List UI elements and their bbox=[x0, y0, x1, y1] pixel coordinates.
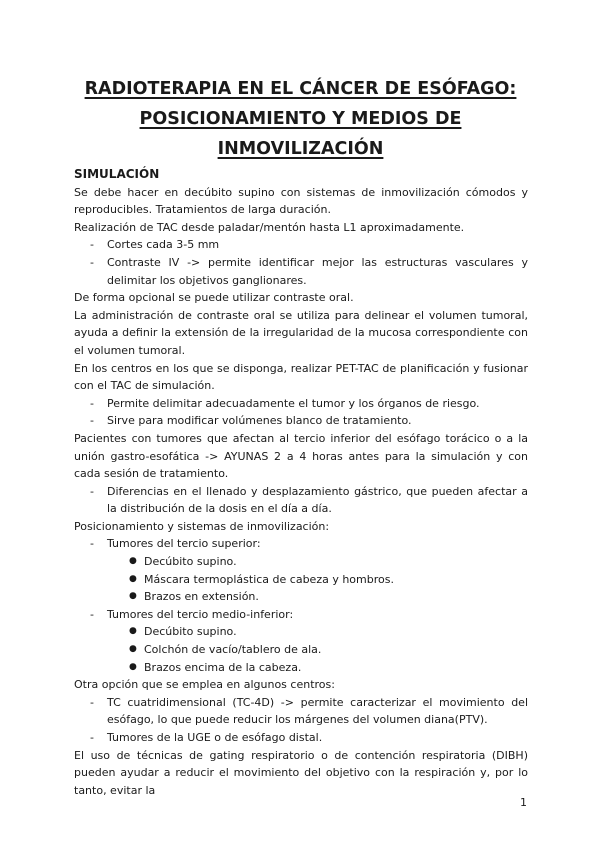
title-line: RADIOTERAPIA EN EL CÁNCER DE ESÓFAGO: bbox=[84, 79, 517, 99]
dash-list-item bbox=[74, 412, 528, 430]
list-item-text: Brazos en extensión. bbox=[144, 590, 259, 604]
list-item-text: Diferencias en el llenado y desplazamiento gástrico, que pueden afectar a la distribución de la dosis en el día a día. bbox=[107, 484, 528, 516]
paragraph: Posicionamiento y sistemas de inmovilización: bbox=[74, 519, 330, 533]
section-heading: SIMULACIÓN bbox=[74, 167, 160, 181]
dash-marker: - bbox=[90, 695, 94, 709]
dash-marker: - bbox=[90, 731, 94, 744]
paragraph: La administración de contraste oral se utiliza para delinear el volumen tumoral, ayuda a definir la extensión de la irregularidad de la mucosa correspondiente con el volumen tumoral. bbox=[74, 308, 528, 357]
bullet-list-item bbox=[74, 641, 528, 659]
dash-list-item bbox=[74, 236, 528, 254]
paragraph: Realización de TAC desde paladar/mentón hasta L1 aproximadamente. bbox=[74, 220, 465, 234]
list-item-text: Máscara termoplástica de cabeza y hombros. bbox=[144, 572, 394, 586]
dash-marker: - bbox=[90, 537, 94, 551]
dash-list-item bbox=[74, 395, 528, 413]
list-item-text: Sirve para modificar volúmenes blanco de tratamiento. bbox=[107, 414, 412, 428]
title-line: INMOVILIZACIÓN bbox=[217, 139, 384, 159]
list-item-text: Brazos encima de la cabeza. bbox=[144, 660, 302, 674]
paragraph: De forma opcional se puede utilizar contraste oral. bbox=[74, 291, 354, 305]
paragraph: Se debe hacer en decúbito supino con sistemas de inmovilización cómodos y reproducibles. Tratamientos de larga duración. bbox=[74, 185, 528, 217]
dash-list-item bbox=[74, 254, 528, 289]
bullet-marker: ● bbox=[129, 591, 137, 602]
dash-list-item bbox=[74, 729, 528, 747]
dash-marker: - bbox=[90, 607, 94, 621]
page-number: 1 bbox=[520, 796, 527, 809]
paragraph: Otra opción que se emplea en algunos centros: bbox=[74, 678, 335, 692]
dash-marker: - bbox=[90, 255, 94, 269]
bullet-marker: ● bbox=[129, 556, 137, 567]
content-blocks bbox=[74, 184, 528, 800]
dash-marker: - bbox=[90, 414, 94, 428]
paragraph: El uso de técnicas de gating respiratorio o de contención respiratoria (DIBH) pueden ayudar a reducir el movimiento del objetivo con la respiración y, por lo tanto, evitar la bbox=[74, 748, 528, 797]
dash-marker: - bbox=[90, 396, 94, 410]
list-item-text: Tumores del tercio medio-inferior: bbox=[107, 607, 294, 621]
paragraph: En los centros en los que se disponga, realizar PET-TAC de planificación y fusionar con el TAC de simulación. bbox=[74, 361, 528, 393]
dash-marker: - bbox=[90, 484, 94, 498]
document-body bbox=[74, 166, 528, 799]
list-item-text: Decúbito supino. bbox=[144, 625, 237, 639]
list-item-text: Cortes cada 3-5 mm bbox=[107, 238, 220, 252]
document-title bbox=[74, 74, 527, 164]
list-item-text: TC cuatridimensional (TC-4D) -> permite caracterizar el movimiento del esófago, lo que puede reducir los márgenes del volumen diana(PTV). bbox=[107, 695, 528, 727]
title-line: POSICIONAMIENTO Y MEDIOS DE bbox=[139, 109, 462, 129]
bullet-list-item bbox=[74, 588, 528, 606]
dash-list-item bbox=[74, 483, 528, 518]
dash-list-item bbox=[74, 606, 528, 624]
bullet-marker: ● bbox=[129, 573, 137, 584]
bullet-list-item bbox=[74, 571, 528, 589]
list-item-text: Decúbito supino. bbox=[144, 555, 237, 569]
list-item-text: Permite delimitar adecuadamente el tumor y los órganos de riesgo. bbox=[107, 396, 480, 410]
bullet-list-item bbox=[74, 623, 528, 641]
bullet-marker: ● bbox=[129, 626, 137, 637]
bullet-marker: ● bbox=[129, 661, 137, 672]
bullet-marker: ● bbox=[129, 644, 137, 655]
paragraph: Pacientes con tumores que afectan al tercio inferior del esófago torácico o a la unión gastro-esofática -> AYUNAS 2 a 4 horas antes para la simulación y con cada sesión de tratamiento. bbox=[74, 431, 528, 481]
list-item-text: Contraste IV -> permite identificar mejor las estructuras vasculares y delimitar los objetivos ganglionares. bbox=[107, 255, 528, 287]
dash-marker: - bbox=[90, 238, 94, 252]
bullet-list-item bbox=[74, 553, 528, 571]
list-item-text: Tumores de la UGE o de esófago distal. bbox=[107, 731, 323, 744]
list-item-text: Tumores del tercio superior: bbox=[107, 537, 261, 551]
list-item-text: Colchón de vacío/tablero de ala. bbox=[144, 643, 322, 657]
bullet-list-item bbox=[74, 659, 528, 677]
dash-list-item bbox=[74, 535, 528, 553]
dash-list-item bbox=[74, 694, 528, 729]
